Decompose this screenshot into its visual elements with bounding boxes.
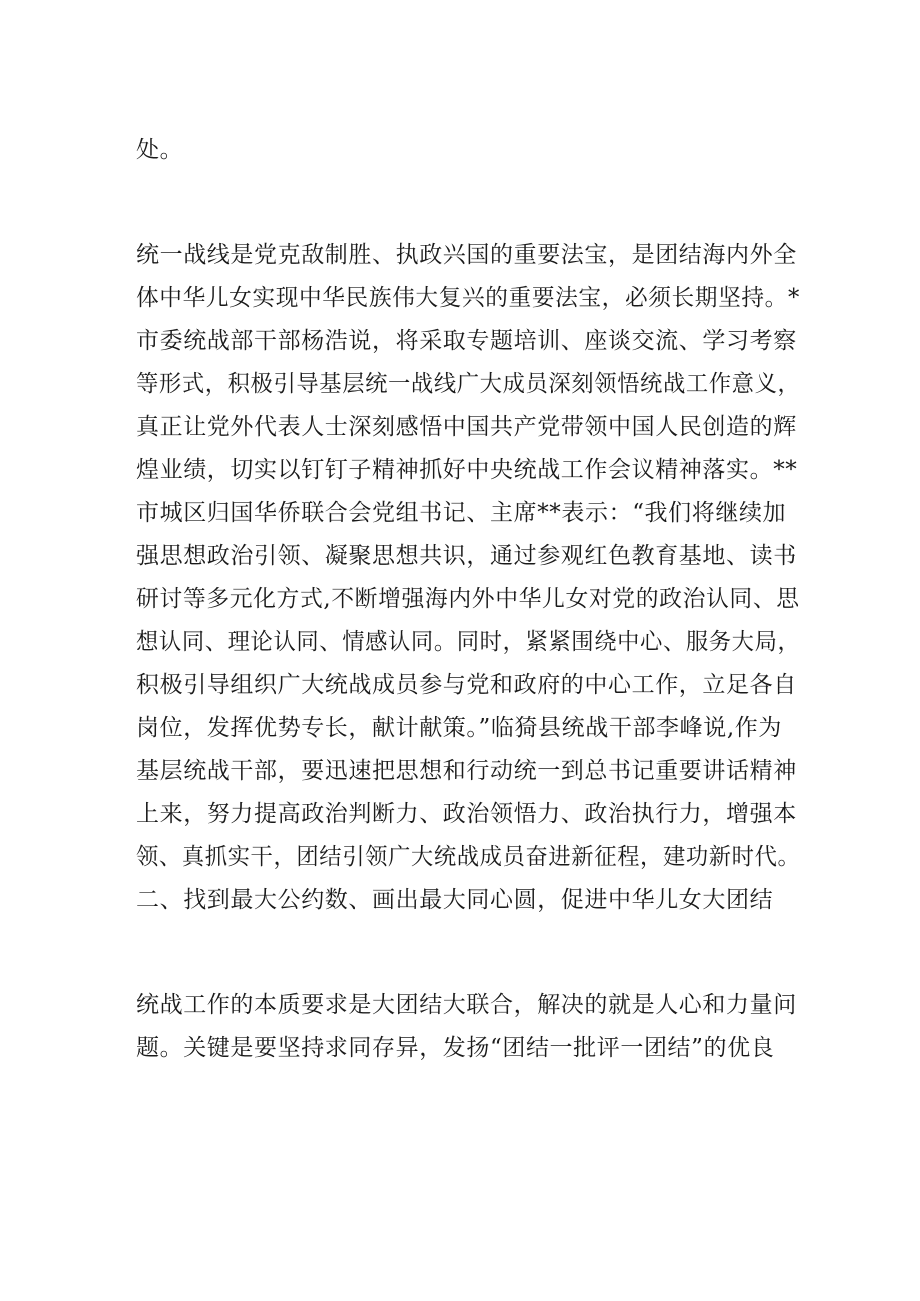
text-line: 体中华儿女实现中华民族伟大复兴的重要法宝，必须长期坚持。* — [136, 285, 800, 311]
text-line: 真正让党外代表人士深刻感悟中国共产党带领中国人民创造的辉 — [136, 414, 797, 440]
section-heading: 二、找到最大公约数、画出最大同心圆，促进中华儿女大团结 — [136, 887, 774, 913]
text-line: 煌业绩，切实以钉钉子精神抓好中央统战工作会议精神落实。** — [136, 457, 798, 483]
text-line: 统战工作的本质要求是大团结大联合，解决的就是人心和力量问 — [136, 992, 797, 1018]
text-line: 题。关键是要坚持求同存异，发扬“团结一批评一团结”的优良 — [136, 1035, 775, 1061]
text-line: 强思想政治引领、凝聚思想共识，通过参观红色教育基地、读书 — [136, 543, 797, 569]
text-line: 领、真抓实干，团结引领广大统战成员奋进新征程，建功新时代。 — [136, 844, 801, 870]
text-line: 研讨等多元化方式,不断增强海内外中华儿女对党的政治认同、思 — [136, 586, 800, 612]
text-line: 市城区归国华侨联合会党组书记、主席**表示：“我们将继续加 — [136, 500, 787, 526]
text-line: 等形式，积极引导基层统一战线广大成员深刻领悟统战工作意义， — [136, 371, 801, 397]
text-line: 想认同、理论认同、情感认同。同时，紧紧围绕中心、服务大局， — [136, 629, 801, 655]
text-line: 岗位，发挥优势专长，献计献策。”临猗县统战干部李峰说,作为 — [136, 715, 782, 741]
text-line: 市委统战部干部杨浩说，将采取专题培训、座谈交流、学习考察 — [136, 328, 797, 354]
text-line: 积极引导组织广大统战成员参与党和政府的中心工作，立足各自 — [136, 672, 797, 698]
text-line: 处。 — [136, 137, 184, 163]
text-line: 统一战线是党克敌制胜、执政兴国的重要法宝，是团结海内外全 — [136, 242, 797, 268]
text-line: 基层统战干部，要迅速把思想和行动统一到总书记重要讲话精神 — [136, 758, 797, 784]
text-line: 上来，努力提高政治判断力、政治领悟力、政治执行力，增强本 — [136, 801, 797, 827]
